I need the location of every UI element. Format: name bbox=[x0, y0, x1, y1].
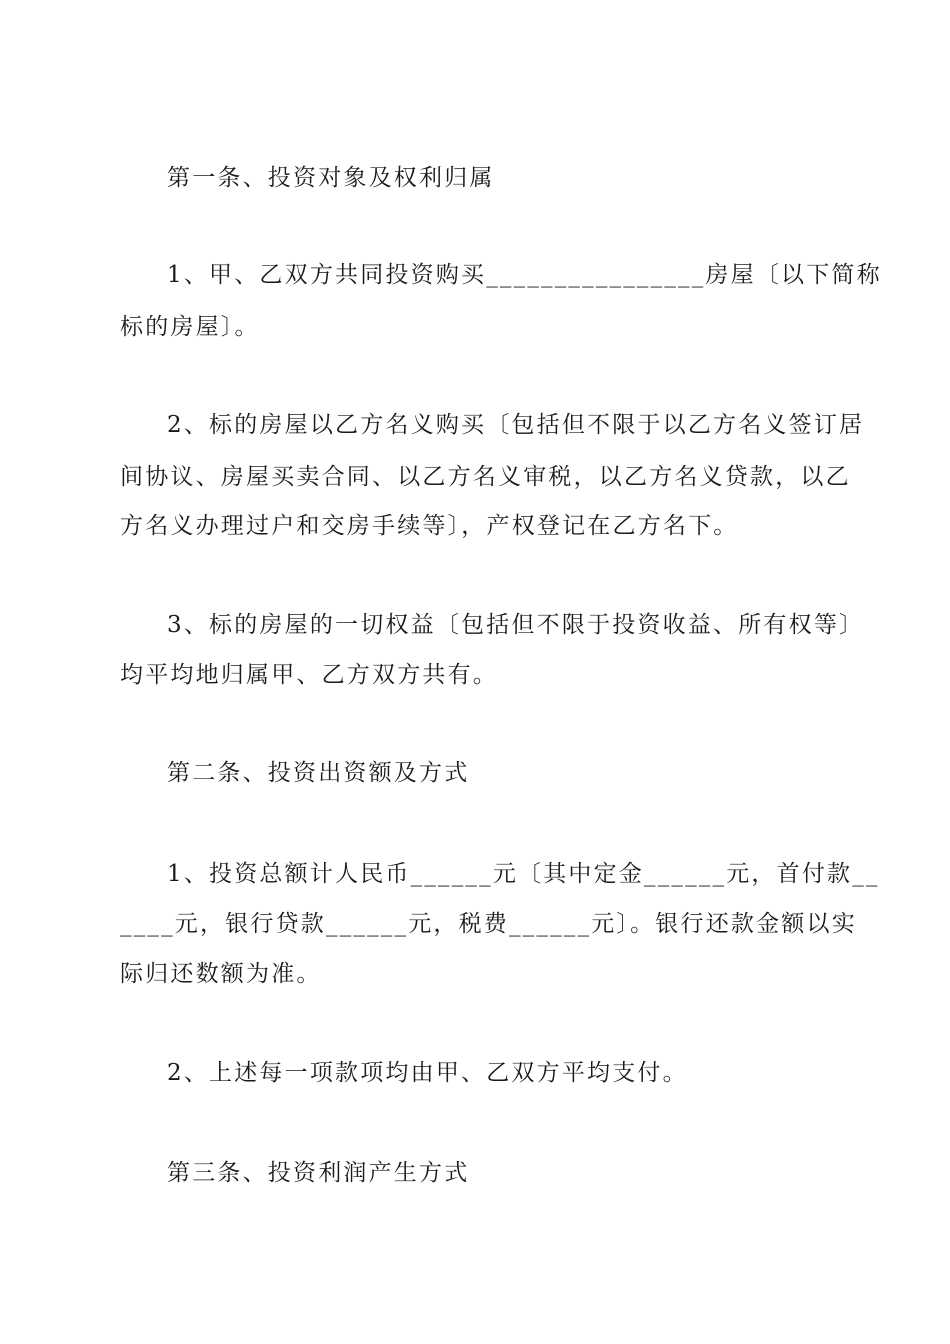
article-1-clause-3-line-2: 均平均地归属甲、乙方双方共有。 bbox=[120, 662, 498, 688]
article-1-clause-1-line-2: 标的房屋〕。 bbox=[120, 314, 260, 340]
article-1-clause-3-line-1: 3、标的房屋的一切权益〔包括但不限于投资收益、所有权等〕 bbox=[167, 612, 865, 638]
article-1-heading: 第一条、投资对象及权利归属 bbox=[167, 165, 495, 191]
article-1-clause-2-line-3: 方名义办理过户和交房手续等〕，产权登记在乙方名下。 bbox=[120, 513, 739, 539]
article-2-clause-1-line-1: 1、投资总额计人民币______元〔其中定金______元，首付款__ bbox=[167, 861, 880, 887]
article-2-clause-2-line-1: 2、上述每一项款项均由甲、乙双方平均支付。 bbox=[167, 1060, 688, 1086]
article-2-clause-1-line-2: ____元，银行贷款______元，税费______元〕。银行还款金额以实 bbox=[120, 911, 857, 937]
article-2-clause-1-line-3: 际归还数额为准。 bbox=[120, 961, 322, 987]
article-1-clause-2-line-1: 2、标的房屋以乙方名义购买〔包括但不限于以乙方名义签订居 bbox=[167, 412, 865, 438]
article-1-clause-1-line-1: 1、甲、乙双方共同投资购买________________房屋〔以下简称 bbox=[167, 262, 882, 288]
article-2-heading: 第二条、投资出资额及方式 bbox=[167, 760, 470, 786]
article-3-heading: 第三条、投资利润产生方式 bbox=[167, 1160, 470, 1186]
article-1-clause-2-line-2: 间协议、房屋买卖合同、以乙方名义审税，以乙方名义贷款，以乙 bbox=[120, 464, 851, 490]
